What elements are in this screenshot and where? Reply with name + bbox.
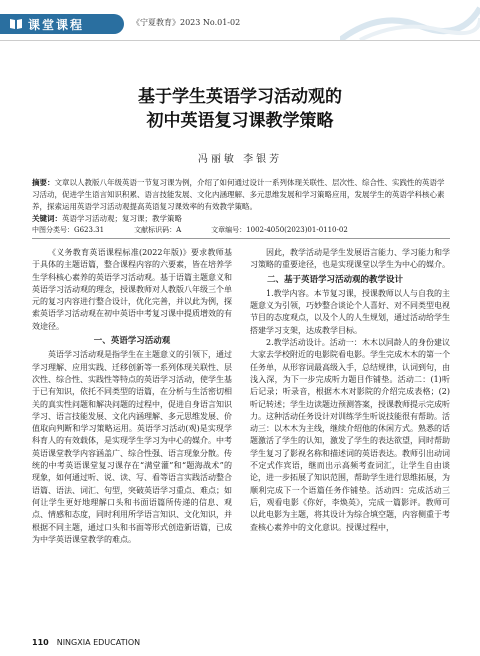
article-meta — [32, 225, 450, 235]
keywords-label: 关键词： — [32, 214, 62, 223]
abstract-label: 摘要： — [32, 178, 55, 187]
section-badge-label: 课堂课程 — [28, 17, 85, 32]
section-heading: 一、英语学习活动观 — [93, 336, 171, 347]
journal-info: 《宁夏教育》2023 No.01-02 — [132, 18, 241, 27]
abstract-text: 文章以人教版八年级英语一节复习课为例，介绍了如何通过设计一系列体现关联性、层次性、综合性、实践性的英语学习活动，促进学生语言知识积累、语言技能发展、文化内涵理解、多元思维发展和学习策略应用，发展学生的英语学科核心素养，探索运用英语学习活动观提高英语复习课效率的有效教学策略。 — [32, 178, 445, 211]
section-heading: 二、基于英语学习活动观的教学设计 — [267, 274, 404, 285]
paragraph: 英语学习活动观是指学生在主题意义的引领下，通过学习理解、应用实践、迁移创新等一系列体现关联性、层次性、综合性、实践性等特点的英语学习活动，使学生基于已有知识，依托不同类型的语篇，在分析与生活密切相关的真实性问题和解决问题的过程中，促进自身语言知识学习、语言技能发展、文化内涵理解、多元思维发展、价值取向判断和学习策略运用。英语学习活动(观)是实现学科育人的有效载体，是实现学生学习为中心的媒介。中考英语课堂教学内容涵盖广、综合性强、语言现象分散。传统的中考英语课堂复习课存在“满堂灌”和“题海战术”的现象，如何通过听、说、读、写、看等语言实践活动整合语篇、语法、词汇、句型，突破英语学习重点、难点；如何让学生更好地理解口头和书面语篇所传递的信息、观点、情感和态度，同时利用所学语言知识、文化知识，并根据不同主题，通过口头和书面等形式创造新语篇，已成为中学英语课堂教学的难点。 — [32, 350, 232, 544]
keywords-text: 英语学习活动观；复习课；教学策略 — [62, 214, 182, 223]
abstract — [32, 177, 450, 225]
authors: 冯丽敏 李银芳 — [197, 154, 283, 165]
journal-name-en: NINGXIA EDUCATION — [56, 638, 141, 647]
page-header — [0, 0, 480, 62]
decorative-pattern — [340, 0, 480, 40]
body-column-left — [32, 247, 232, 546]
page-number: 110 — [32, 638, 49, 647]
header-divider — [0, 40, 480, 41]
paragraph: 《义务教育英语课程标准(2022年版)》要求教师基于具体的主题语篇，整合课程内容的六要素，皆在培养学生学科核心素养的英语学习活动观。基于语篇主题意义和英语学习活动观的理念，授课教师对人教版八年级三个单元的复习内容进行整合设计，优化完善，并以此为例，探索英语学习活动观在初中英语中考复习课中提质增效的有效途径。 — [32, 248, 232, 331]
body-column-right — [250, 247, 450, 534]
abstract-divider — [32, 238, 450, 239]
article-number: 文章编号：1002-4050(2023)01-0110-02 — [211, 226, 348, 234]
paragraph: 因此，教学活动是学生发展语言能力、学习能力和学习策略的重要途径，也是实现课堂以学生为中心的媒介。 — [250, 248, 450, 270]
section-badge — [0, 14, 124, 34]
article-title-line1: 基于学生英语学习活动观的 — [138, 87, 342, 107]
paragraph: 1.教学内容。本节复习课，授课教师以人与自我的主题意义为引领，巧妙整合谈论个人喜好、对不同类型电视节目的态度观点，以及个人的人生规划，通过活动给学生搭建学习支架，达成教学目标。 — [250, 288, 450, 335]
document-code: 文献标识码：A — [134, 226, 182, 234]
paragraph: 2.教学活动设计。活动一：木木以同龄人的身份建议大家去学校附近的电影院看电影。学生完成木木的第一个任务单，从形容词最高级入手，总结规律，认词到句，由浅入深，为下一步完成听力题目作铺垫。活动二：(1)听后记录；听录音，根据木木对影院的介绍完成表格；(2)听记转述；学生边读题边预测答案，授课教师提示完成听力。这种活动任务设计对训练学生听说技能很有帮助。活动三：以木木为主线，继续介绍他的休闲方式。熟悉的话题激活了学生的认知，激发了学生的表达欲望，同时帮助学生复习了影视名称和描述词的英语表达。教师引出动词不定式作宾语，继而出示高频考查词汇，让学生自由谈论，进一步拓展了知识范围，帮助学生进行思维拓展，为顺利完成下一个语篇任务作铺垫。活动四：完成活动三后，观看电影《你好，李焕英》，完成一篇影评。教师可以此电影为主题，将其设计为综合填空题，内容侧重于考查核心素养中的文化意识。授课过程中， — [250, 338, 450, 532]
clc-number: 中图分类号：G623.31 — [32, 226, 105, 234]
article-title-line2: 初中英语复习课教学策略 — [146, 111, 334, 131]
page-footer — [32, 638, 140, 647]
book-icon — [8, 16, 24, 32]
